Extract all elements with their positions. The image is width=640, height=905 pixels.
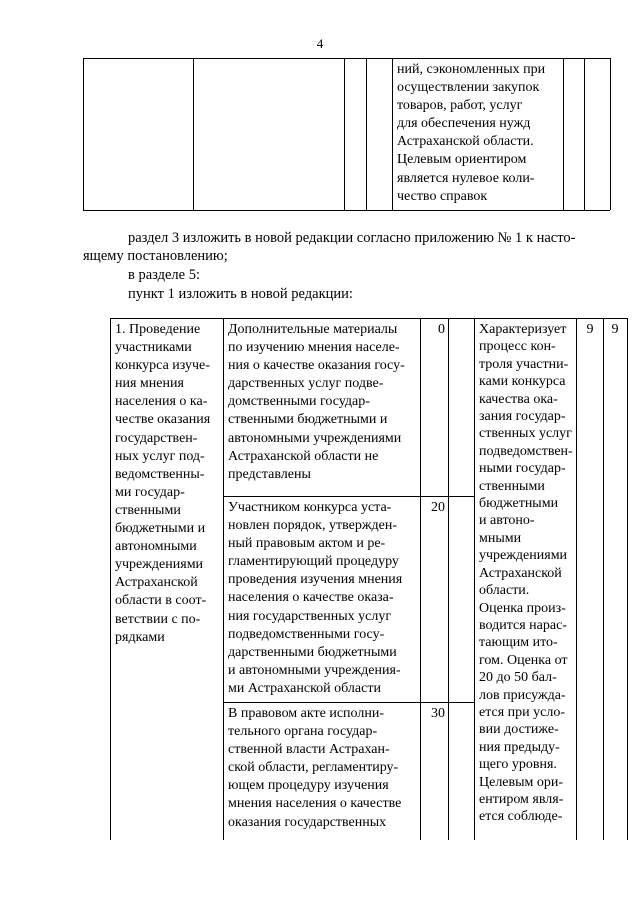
table-col-divider — [576, 318, 577, 840]
subcriterion-row-2-score: 20 — [431, 500, 445, 515]
table-col-divider — [366, 58, 367, 210]
table-col-divider — [563, 58, 564, 210]
table-col-divider — [448, 318, 449, 840]
subcriterion-row-2-text: Участником конкурса уста- новлен порядок, утвержден- ный правовым актом и ре- гламентирующий процедуру проведения изучения мнения населения о качестве оказа- ния государственных услуг подведомственными госу- дарственными бюджетными и автономными учреждения- ми Астраханской области — [228, 500, 403, 696]
table-col-divider — [392, 58, 393, 210]
table-border-top — [110, 318, 627, 319]
paragraph-item-1: пункт 1 изложить в новой редакции: — [128, 286, 353, 302]
column-b-value: 9 — [611, 322, 619, 337]
table-col-divider — [420, 318, 421, 840]
table-border-right — [627, 318, 628, 840]
subcriterion-row-1-text: Дополнительные материалы по изучению мнения населе- ния о качестве оказания госу- дарственных услуг подве- домственными государ- ственными бюджетными и автономными учреждениями Астраханской области не представлены — [228, 322, 405, 482]
table-col-divider — [603, 318, 604, 840]
table-col-divider — [223, 318, 224, 840]
page-number: 4 — [316, 36, 324, 51]
subcriterion-row-3-score: 30 — [431, 706, 445, 721]
table-border-bottom — [83, 210, 610, 211]
criterion-description: Характеризует процесс кон- троля участни- ками конкурса качества ока- зания государ- ственных услуг подведомствен- ными государ- ственными бюджетными и автоно- мными учреждениями Астраханской области. Оценка произ- водится нарас- тающим ито- гом. Оценка от 20 до 50 бал- лов присужда- ется при усло- вии достиже- ния предыду- щего уровня. Целевым ори- ентиром явля- ется соблюде- — [479, 322, 573, 825]
table-border-right — [610, 58, 611, 210]
paragraph-section-5: в разделе 5: — [128, 267, 201, 283]
table-row-divider — [223, 702, 474, 703]
table-border-top — [83, 58, 610, 59]
paragraph-section-3: раздел 3 изложить в новой редакции согласно приложению № 1 к насто- — [128, 230, 576, 246]
subcriterion-row-1-score: 0 — [438, 322, 445, 337]
table-col-divider — [344, 58, 345, 210]
table-border-left — [110, 318, 111, 840]
table-border-left — [83, 58, 84, 210]
table-col-divider — [193, 58, 194, 210]
table-row-divider — [223, 496, 474, 497]
paragraph-section-3-cont: ящему постановлению; — [83, 248, 228, 264]
table-col-divider — [584, 58, 585, 210]
criterion-cell: 1. Проведение участниками конкурса изуче- ния мнения населения о ка- честве оказания государствен- ных услуг под- ведомственны- ми государ- ственными бюджетными и автономными учреждениями Астраханской области в соот- ветствии с по- рядками — [115, 322, 211, 645]
column-a-value: 9 — [586, 322, 594, 337]
subcriterion-row-3-text: В правовом акте исполни- тельного органа государ- ственной власти Астрахан- ской области, регламентиру- ющем процедуру изучения мнения населения о качестве оказания государственных — [228, 706, 402, 830]
table-col-divider — [474, 318, 475, 840]
top-table-description: ний, сэкономленных при осуществлении закупок товаров, работ, услуг для обеспечения нужд Астраханской области. Целевым ориентиром является нулевое коли- чество справок — [397, 62, 546, 204]
